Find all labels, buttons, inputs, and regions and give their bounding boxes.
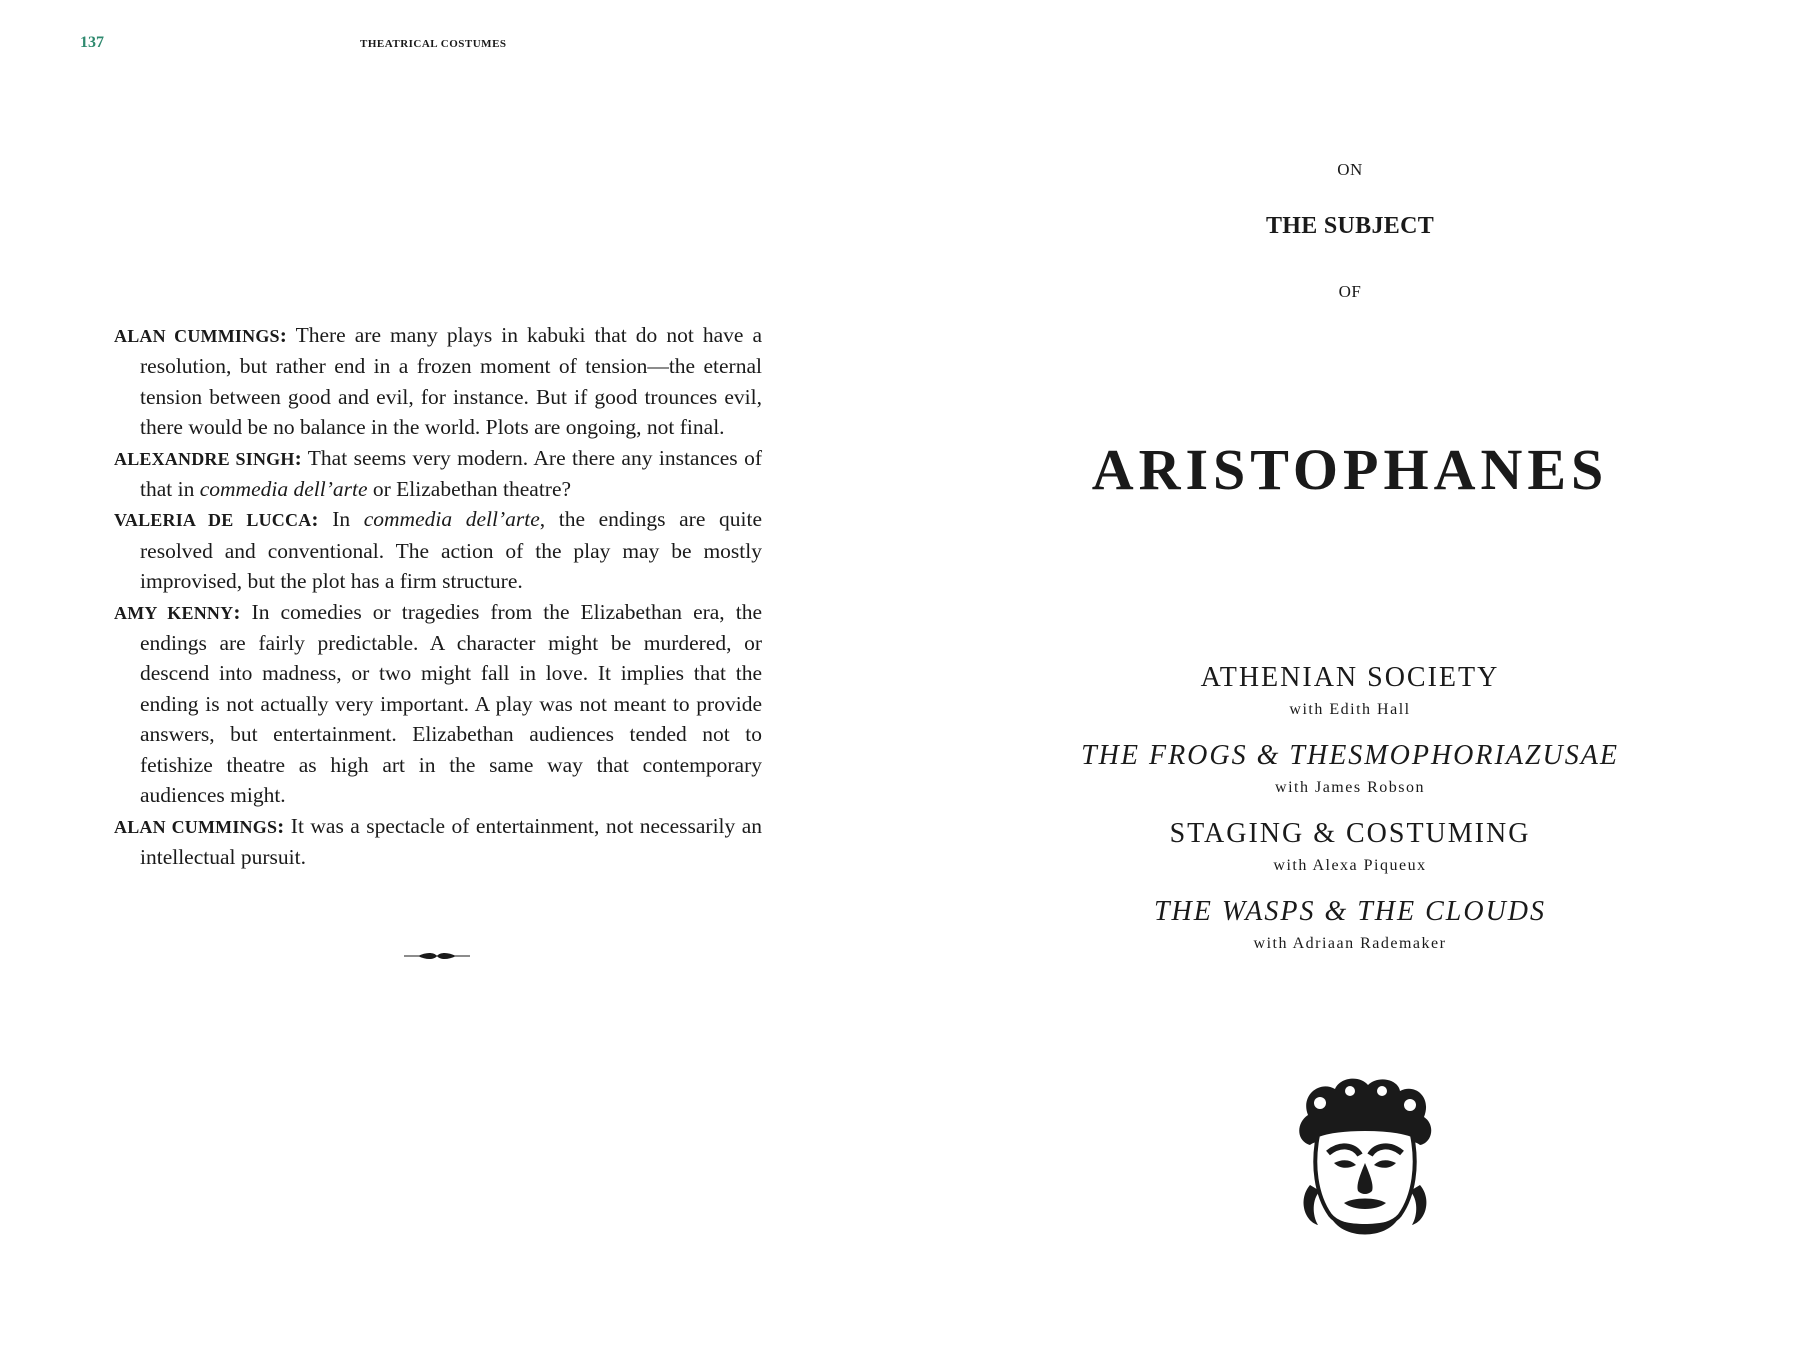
contents-entry [900, 658, 1800, 722]
title-of: OF [1338, 282, 1362, 301]
speaker-colon: : [277, 813, 285, 838]
speech-text: There are many plays in kabuki that do not have a resolution, but rather end in a frozen moment of tension—the eternal tension between good and evil, for instance. But if good trounces evil, there would be no balance in the world. Plots are ongoing, not final. [140, 323, 762, 440]
entry-title: ATHENIAN SOCIETY [1200, 662, 1500, 693]
speech-text: or Elizabethan theatre? [367, 477, 572, 502]
speech-5 [114, 811, 762, 873]
running-head: THEATRICAL COSTUMES [360, 38, 507, 50]
speech-italic: commedia dell’arte [199, 477, 368, 502]
speaker-name: AMY KENNY [114, 602, 234, 623]
speech-text: In [332, 507, 364, 532]
speaker-colon: : [233, 599, 241, 624]
speech-4 [114, 597, 762, 811]
entry-contributor: with Alexa Piqueux [1273, 857, 1427, 874]
speech-text: , the endings are quite resolved and conventional. The action of the play may be mostly improvised, but the plot has a firm structure. [140, 507, 762, 594]
speaker-colon: : [294, 445, 302, 470]
contents-entry [900, 814, 1800, 878]
dialogue-block [114, 320, 762, 872]
entry-contributor: with Edith Hall [1289, 701, 1411, 718]
speech-3 [114, 504, 762, 596]
speech-text: It was a spectacle of entertainment, not necessarily an intellectual pursuit. [140, 813, 762, 869]
contents-list [900, 658, 1800, 970]
speech-text: That seems very modern. Are there any instances of that in [140, 445, 762, 502]
right-page [900, 0, 1800, 1350]
speaker-colon: : [279, 323, 287, 347]
entry-contributor: with Adriaan Rademaker [1253, 935, 1447, 952]
speaker-colon: : [311, 507, 319, 532]
speaker-name: ALEXANDRE SINGH [114, 448, 295, 469]
contents-entry [900, 892, 1800, 956]
contents-entry [900, 736, 1800, 800]
speech-text: In comedies or tragedies from the Elizabethan era, the endings are fairly predictable. A character might be murdered, or descend into madness, or two might fall in love. It implies that the ending is not actually very important. A play was not meant to provide answers, but entertainment. Elizabethan audiences tended not to fetishize theatre as high art in the same way that contemporary audiences might. [140, 599, 763, 808]
entry-title: STAGING & COSTUMING [1169, 818, 1531, 849]
speech-1 [114, 320, 762, 443]
speaker-name: VALERIA DE LUCCA [114, 510, 312, 531]
entry-title: THE FROGS & THESMOPHORIAZUSAE [1081, 740, 1619, 771]
fleuron-ornament-icon [404, 949, 470, 963]
entry-title: THE WASPS & THE CLOUDS [1153, 896, 1547, 927]
speaker-name: ALAN CUMMINGS [114, 326, 280, 346]
main-title: ARISTOPHANES [1091, 437, 1609, 502]
title-subject: THE SUBJECT [1265, 213, 1435, 239]
speaker-name: ALAN CUMMINGS [114, 816, 278, 837]
speech-italic: commedia dell’arte [363, 507, 540, 532]
speech-2 [114, 443, 762, 505]
page-number: 137 [80, 34, 104, 51]
entry-contributor: with James Robson [1275, 779, 1425, 796]
title-on: ON [1337, 160, 1363, 179]
theatre-mask-icon [1290, 1075, 1440, 1245]
